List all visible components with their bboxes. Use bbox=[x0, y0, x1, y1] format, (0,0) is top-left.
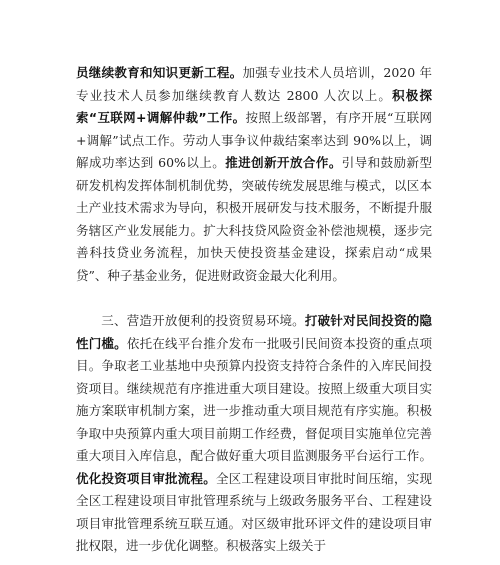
paragraph-2 bbox=[76, 310, 432, 558]
body-text: 全区工程建设项目审批时间压缩，实现全区工程建设项目审批管理系统与上级政务服务平台、工程建设项目审批管理系统互联互通。对区级审批环评文件的建设项目审批权限，进一步优化调整。积极落实上级关于 bbox=[76, 470, 432, 553]
body-text: 依托在线平台推介发布一批吸引民间资本投资的重点项目。争取老工业基地中央预算内投资支持符合条件的入库民间投资项目。继续规范有序推进重大项目建设。按照上级重大项目实施方案联审机制方案，进一步推动重大项目规范有序实施。积极争取中央预算内重大项目前期工作经费，督促项目实施单位完善重大项目入库信息，配合做好重大项目监测服务平台运行工作。 bbox=[76, 335, 432, 463]
body-text: 引导和鼓励新型研发机构发挥体制机制优势，突破传统发展思维与模式，以区本土产业技术需求为导向，积极开展研发与技术服务，不断提升服务辖区产业发展能力。扩大科技贷风险资金补偿池规模，逐步完善科技贷业务流程，加快天使投资基金建设，探索启动“成果贷”、种子基金业务，促进财政资金最大化利用。 bbox=[76, 155, 432, 283]
bold-heading: 员继续教育和知识更新工程。 bbox=[76, 65, 243, 80]
section-heading: 三、营造开放便利的投资贸易环境。 bbox=[101, 313, 305, 328]
bold-heading: 优化投资项目审批流程。 bbox=[76, 470, 216, 486]
bold-heading: 打破针对民间投资的隐性门槛。 bbox=[76, 313, 432, 351]
body-text: 按照上级部署，有序开展“互联网+调解”试点工作。劳动人事争议仲裁结案率达到 90%以上，调解成功率达到 60%以上。 bbox=[76, 110, 432, 170]
paragraph-1 bbox=[76, 62, 432, 287]
bold-heading: 推进创新开放合作。 bbox=[225, 155, 342, 170]
bold-heading: 积极探索“互联网+调解仲裁”工作。 bbox=[76, 87, 432, 125]
body-text: 加强专业技术人员培训，2020 年专业技术人员参加继续教育人数达 2800 人次以上。 bbox=[76, 65, 432, 103]
